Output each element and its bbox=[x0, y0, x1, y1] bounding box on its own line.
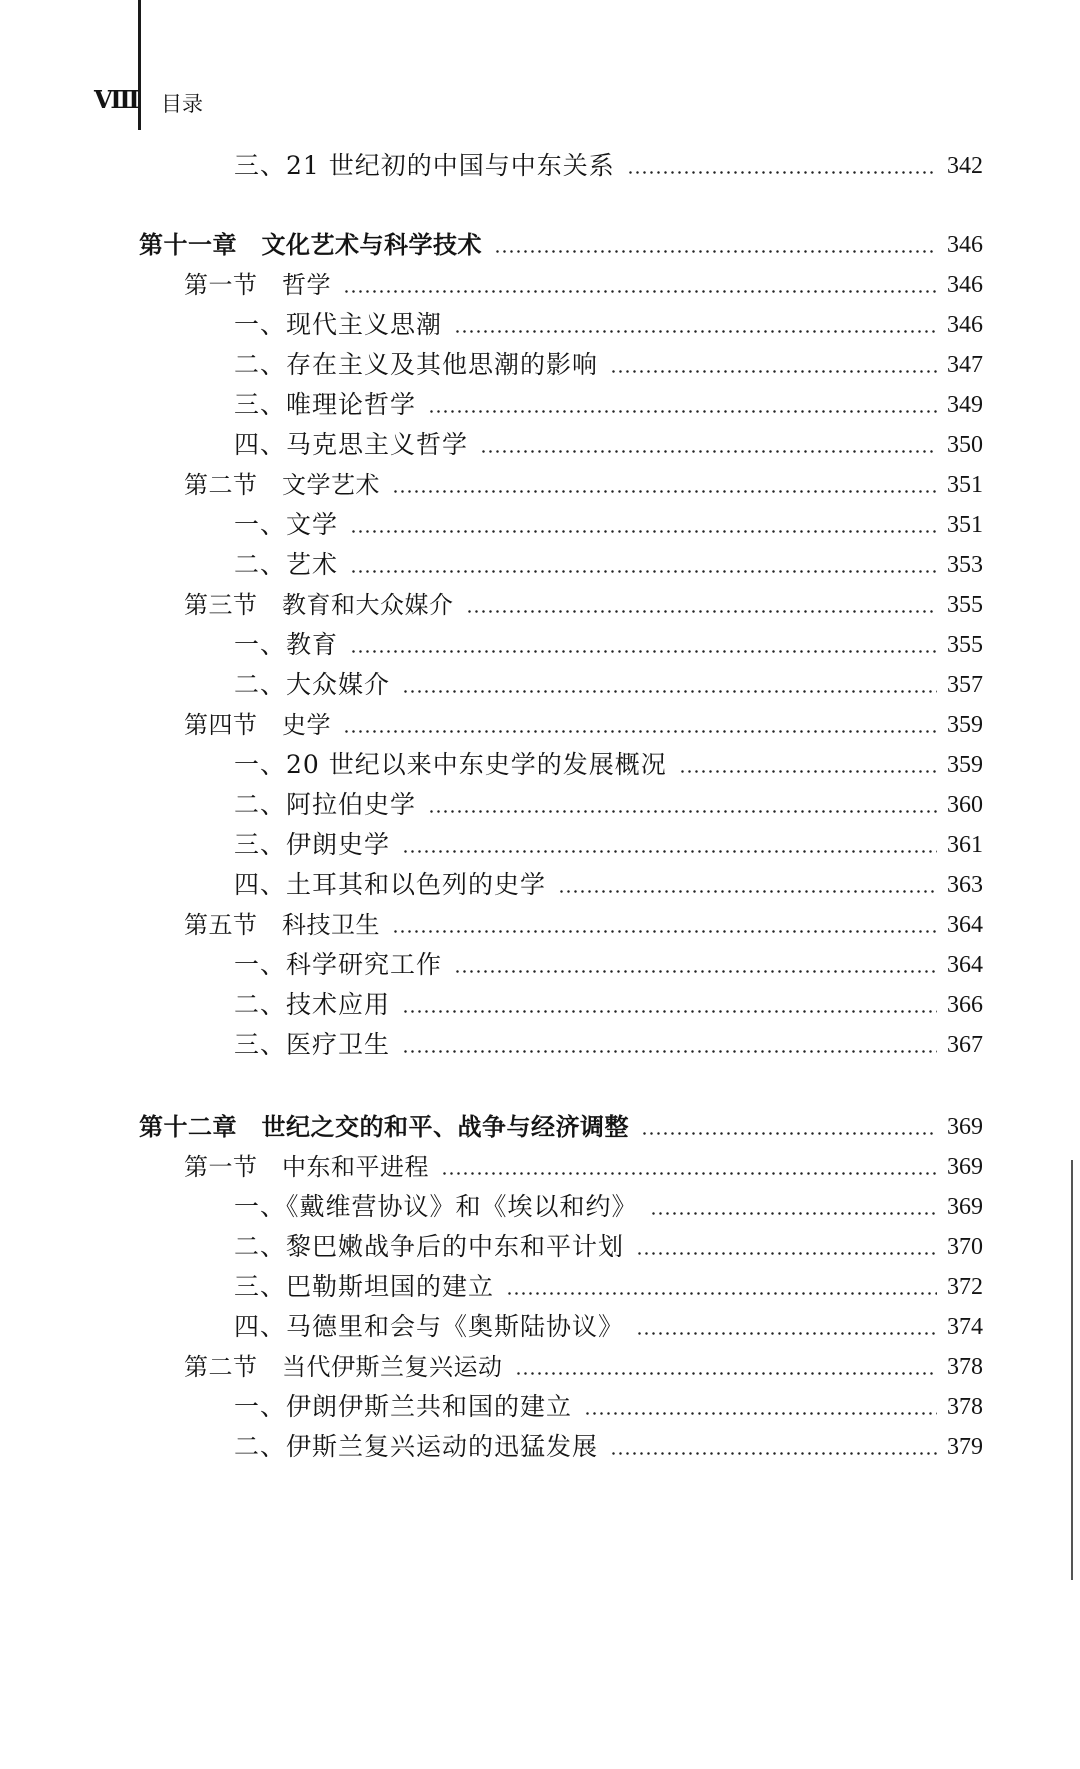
dot-leader bbox=[494, 250, 937, 253]
toc-entry-sub[interactable] bbox=[234, 546, 983, 582]
toc-entry-title: 二、大众媒介 bbox=[234, 670, 391, 699]
toc-entry-page: 359 bbox=[947, 712, 983, 738]
toc-entry-section[interactable] bbox=[184, 586, 983, 622]
toc-entry-page: 350 bbox=[947, 432, 983, 458]
dot-leader bbox=[392, 490, 937, 493]
dot-leader bbox=[641, 1132, 937, 1135]
toc-entry-sub[interactable] bbox=[234, 386, 983, 422]
toc-entry-sub[interactable] bbox=[234, 986, 983, 1022]
toc-entry-section[interactable] bbox=[184, 466, 983, 502]
toc-entry-page: 355 bbox=[947, 632, 983, 658]
toc-entry-page: 369 bbox=[947, 1114, 983, 1140]
toc-entry-title: 一、教育 bbox=[234, 630, 339, 659]
toc-entry-title: 三、巴勒斯坦国的建立 bbox=[234, 1272, 495, 1301]
toc-entry-page: 369 bbox=[947, 1154, 983, 1180]
toc-entry-page: 379 bbox=[947, 1434, 983, 1460]
dot-leader bbox=[428, 410, 937, 413]
toc-entry-title: 二、阿拉伯史学 bbox=[234, 790, 417, 819]
dot-leader bbox=[515, 1372, 938, 1375]
toc-entry-page: 366 bbox=[947, 992, 983, 1018]
toc-entry-sub[interactable] bbox=[234, 946, 983, 982]
toc-entry-page: 346 bbox=[947, 232, 983, 258]
dot-leader bbox=[558, 890, 937, 893]
toc-entry-section[interactable] bbox=[184, 706, 983, 742]
toc-entry-title: 四、马德里和会与《奥斯陆协议》 bbox=[234, 1312, 625, 1341]
toc-entry-title: 二、伊斯兰复兴运动的迅猛发展 bbox=[234, 1432, 599, 1461]
dot-leader bbox=[454, 970, 937, 973]
toc-entry-sub[interactable] bbox=[234, 1026, 983, 1062]
toc-entry-page: 367 bbox=[947, 1032, 983, 1058]
dot-leader bbox=[466, 610, 938, 613]
toc-entry-page: 355 bbox=[947, 592, 983, 618]
toc-entry-page: 364 bbox=[947, 952, 983, 978]
toc-entry-sub[interactable] bbox=[234, 786, 983, 822]
toc-entry-sub[interactable] bbox=[234, 147, 983, 183]
dot-leader bbox=[402, 1010, 937, 1013]
toc-entry-page: 357 bbox=[947, 672, 983, 698]
dot-leader bbox=[650, 1212, 937, 1215]
dot-leader bbox=[610, 1452, 937, 1455]
toc-entry-sub[interactable] bbox=[234, 826, 983, 862]
toc-entry-title: 四、土耳其和以色列的史学 bbox=[234, 870, 547, 899]
toc-entry-title: 二、技术应用 bbox=[234, 990, 391, 1019]
toc-entry-sub[interactable] bbox=[234, 1388, 983, 1424]
toc-entry-title: 一、现代主义思潮 bbox=[234, 310, 443, 339]
toc-entry-page: 353 bbox=[947, 552, 983, 578]
toc-entry-sub[interactable] bbox=[234, 346, 983, 382]
toc-entry-sub[interactable] bbox=[234, 426, 983, 462]
page-number: Ⅷ bbox=[94, 88, 139, 114]
toc-entry-chapter[interactable] bbox=[139, 1108, 983, 1144]
toc-entry-title: 第四节 史学 bbox=[184, 711, 331, 739]
toc-entry-page: 346 bbox=[947, 312, 983, 338]
toc-entry-sub[interactable] bbox=[234, 626, 983, 662]
toc-entry-title: 第五节 科技卫生 bbox=[184, 911, 380, 939]
toc-entry-title: 三、伊朗史学 bbox=[234, 830, 391, 859]
toc-entry-sub[interactable] bbox=[234, 1428, 983, 1464]
toc-entry-title: 第一节 中东和平进程 bbox=[184, 1153, 429, 1181]
toc-entry-sub[interactable] bbox=[234, 506, 983, 542]
toc-entry-title: 三、21 世纪初的中国与中东关系 bbox=[234, 151, 615, 180]
toc-entry-section[interactable] bbox=[184, 1348, 983, 1384]
toc-entry-title: 一、20 世纪以来中东史学的发展概况 bbox=[234, 750, 667, 779]
dot-leader bbox=[343, 730, 937, 733]
toc-entry-page: 363 bbox=[947, 872, 983, 898]
toc-entry-page: 370 bbox=[947, 1234, 983, 1260]
dot-leader bbox=[480, 450, 937, 453]
toc-entry-title: 三、唯理论哲学 bbox=[234, 390, 417, 419]
toc-entry-page: 364 bbox=[947, 912, 983, 938]
toc-entry-title: 第二节 当代伊斯兰复兴运动 bbox=[184, 1353, 503, 1381]
toc-entry-sub[interactable] bbox=[234, 666, 983, 702]
toc-entry-sub[interactable] bbox=[234, 746, 983, 782]
dot-leader bbox=[636, 1332, 937, 1335]
dot-leader bbox=[584, 1412, 937, 1415]
toc-entry-chapter[interactable] bbox=[139, 226, 983, 262]
dot-leader bbox=[441, 1172, 937, 1175]
dot-leader bbox=[343, 290, 937, 293]
toc-entry-title: 二、黎巴嫩战争后的中东和平计划 bbox=[234, 1232, 625, 1261]
toc-entry-title: 第十一章 文化艺术与科学技术 bbox=[139, 231, 482, 259]
toc-entry-title: 第三节 教育和大众媒介 bbox=[184, 591, 454, 619]
running-title: 目录 bbox=[161, 92, 203, 116]
toc-entry-title: 二、存在主义及其他思潮的影响 bbox=[234, 350, 599, 379]
dot-leader bbox=[402, 850, 937, 853]
toc-entry-title: 三、医疗卫生 bbox=[234, 1030, 391, 1059]
toc-entry-sub[interactable] bbox=[234, 1228, 983, 1264]
toc-entry-page: 378 bbox=[947, 1354, 983, 1380]
toc-entry-page: 361 bbox=[947, 832, 983, 858]
toc-entry-sub[interactable] bbox=[234, 1188, 983, 1224]
toc-entry-page: 347 bbox=[947, 352, 983, 378]
toc-entry-page: 374 bbox=[947, 1314, 983, 1340]
toc-entry-title: 第一节 哲学 bbox=[184, 271, 331, 299]
toc-entry-title: 四、马克思主义哲学 bbox=[234, 430, 469, 459]
toc-entry-page: 372 bbox=[947, 1274, 983, 1300]
dot-leader bbox=[350, 530, 937, 533]
toc-entry-section[interactable] bbox=[184, 1148, 983, 1184]
toc-entry-title: 一、伊朗伊斯兰共和国的建立 bbox=[234, 1392, 573, 1421]
toc-entry-section[interactable] bbox=[184, 266, 983, 302]
toc-entry-page: 359 bbox=[947, 752, 983, 778]
toc-entry-section[interactable] bbox=[184, 906, 983, 942]
toc-entry-page: 346 bbox=[947, 272, 983, 298]
toc-entry-title: 第二节 文学艺术 bbox=[184, 471, 380, 499]
toc-entry-title: 二、艺术 bbox=[234, 550, 339, 579]
toc-entry-sub[interactable] bbox=[234, 306, 983, 342]
dot-leader bbox=[627, 171, 937, 174]
toc-entry-page: 349 bbox=[947, 392, 983, 418]
toc-entry-page: 369 bbox=[947, 1194, 983, 1220]
toc-entry-page: 351 bbox=[947, 512, 983, 538]
dot-leader bbox=[402, 1050, 937, 1053]
dot-leader bbox=[679, 770, 937, 773]
dot-leader bbox=[636, 1252, 937, 1255]
dot-leader bbox=[350, 650, 937, 653]
toc-entry-sub[interactable] bbox=[234, 1268, 983, 1304]
toc-entry-title: 一、科学研究工作 bbox=[234, 950, 443, 979]
toc-entry-page: 360 bbox=[947, 792, 983, 818]
toc-entry-page: 378 bbox=[947, 1394, 983, 1420]
dot-leader bbox=[454, 330, 937, 333]
toc-entry-title: 一、文学 bbox=[234, 510, 339, 539]
dot-leader bbox=[506, 1292, 937, 1295]
toc-entry-sub[interactable] bbox=[234, 866, 983, 902]
dot-leader bbox=[350, 570, 937, 573]
toc-entry-title: 第十二章 世纪之交的和平、战争与经济调整 bbox=[139, 1113, 629, 1141]
toc-entry-page: 342 bbox=[947, 153, 983, 179]
toc-entry-sub[interactable] bbox=[234, 1308, 983, 1344]
toc-entry-page: 351 bbox=[947, 472, 983, 498]
toc-entry-title: 一、《戴维营协议》和《埃以和约》 bbox=[234, 1192, 638, 1221]
dot-leader bbox=[402, 690, 937, 693]
dot-leader bbox=[610, 370, 937, 373]
dot-leader bbox=[428, 810, 937, 813]
dot-leader bbox=[392, 930, 937, 933]
